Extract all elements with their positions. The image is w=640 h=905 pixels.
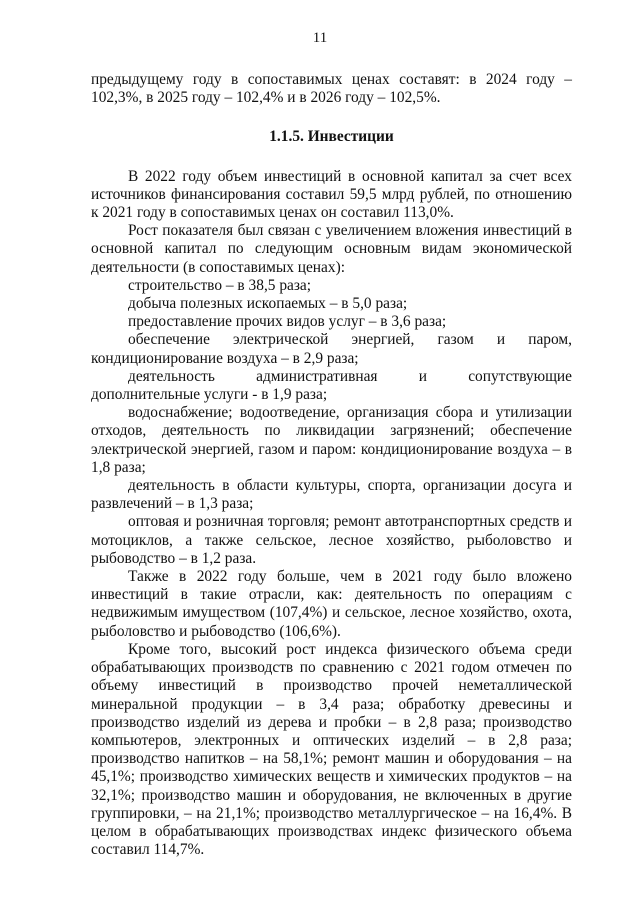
list-item: деятельность административная и сопутствующие дополнительные услуги - в 1,9 раза; — [91, 367, 572, 404]
intro-continuation: предыдущему году в сопоставимых ценах составят: в 2024 году – 102,3%, в 2025 году – 102,4% и в 2026 году – 102,5%. — [91, 71, 572, 107]
list-item: деятельность в области культуры, спорта, организации досуга и развлечений – в 1,3 раза; — [91, 477, 572, 513]
paragraph-growth-reasons: Рост показателя был связан с увеличением вложения инвестиций в основной капитал по следующим основным видам экономической деятельности (в сопоставимых ценах): — [91, 222, 572, 276]
list-item: строительство – в 38,5 раза; — [128, 276, 312, 294]
list-item: добыча полезных ископаемых – в 5,0 раза; — [128, 295, 408, 313]
page-number: 11 — [312, 30, 328, 46]
paragraph-other-industries: Также в 2022 году больше, чем в 2021 году было вложено инвестиций в такие отрасли, как: деятельность по операциям с недвижимым имуществом (107,4%) и сельское, лесное хозяйство, охота, рыболовство и рыбоводство (106,6%). — [91, 568, 572, 640]
document-body — [91, 71, 572, 859]
list-item: оптовая и розничная торговля; ремонт автотранспортных средств и мотоциклов, а также сельское, лесное хозяйство, рыболовство и рыбоводство – в 1,2 раза. — [91, 513, 572, 567]
paragraph-manufacturing: Кроме того, высокий рост индекса физического объема среди обрабатывающих производств по сравнению с 2021 годом отмечен по объему инвестиций в производство прочей неметаллической минеральной продукции – в 3,4 раза; обработку древесины и производство изделий из дерева и пробки – в 2,8 раза; производство компьютеров, электронных и оптических изделий – в 2,8 раза; производство напитков – на 58,1%; ремонт машин и оборудования – на 45,1%; производство химических веществ и химических продуктов – на 32,1%; производство машин и оборудования, не включенных в другие группировки, – на 21,1%; производство металлургическое – на 16,4%. В целом в обрабатывающих производствах индекс физического объема составил 114,7%. — [91, 640, 572, 859]
list-item: водоснабжение; водоотведение, организация сбора и утилизации отходов, деятельность по ликвидации загрязнений; обеспечение электрической энергией, газом и паром: кондиционирование воздуха – в 1,8 раза; — [91, 404, 572, 476]
section-heading: 1.1.5. Инвестиции — [269, 128, 394, 146]
list-item: предоставление прочих видов услуг – в 3,6 раза; — [128, 313, 447, 331]
paragraph-investment-volume: В 2022 году объем инвестиций в основной капитал за счет всех источников финансирования составил 59,5 млрд рублей, по отношению к 2021 году в сопоставимых ценах он составил 113,0%. — [91, 167, 572, 222]
list-item: обеспечение электрической энергией, газом и паром, кондиционирование воздуха – в 2,9 раза; — [91, 331, 572, 367]
